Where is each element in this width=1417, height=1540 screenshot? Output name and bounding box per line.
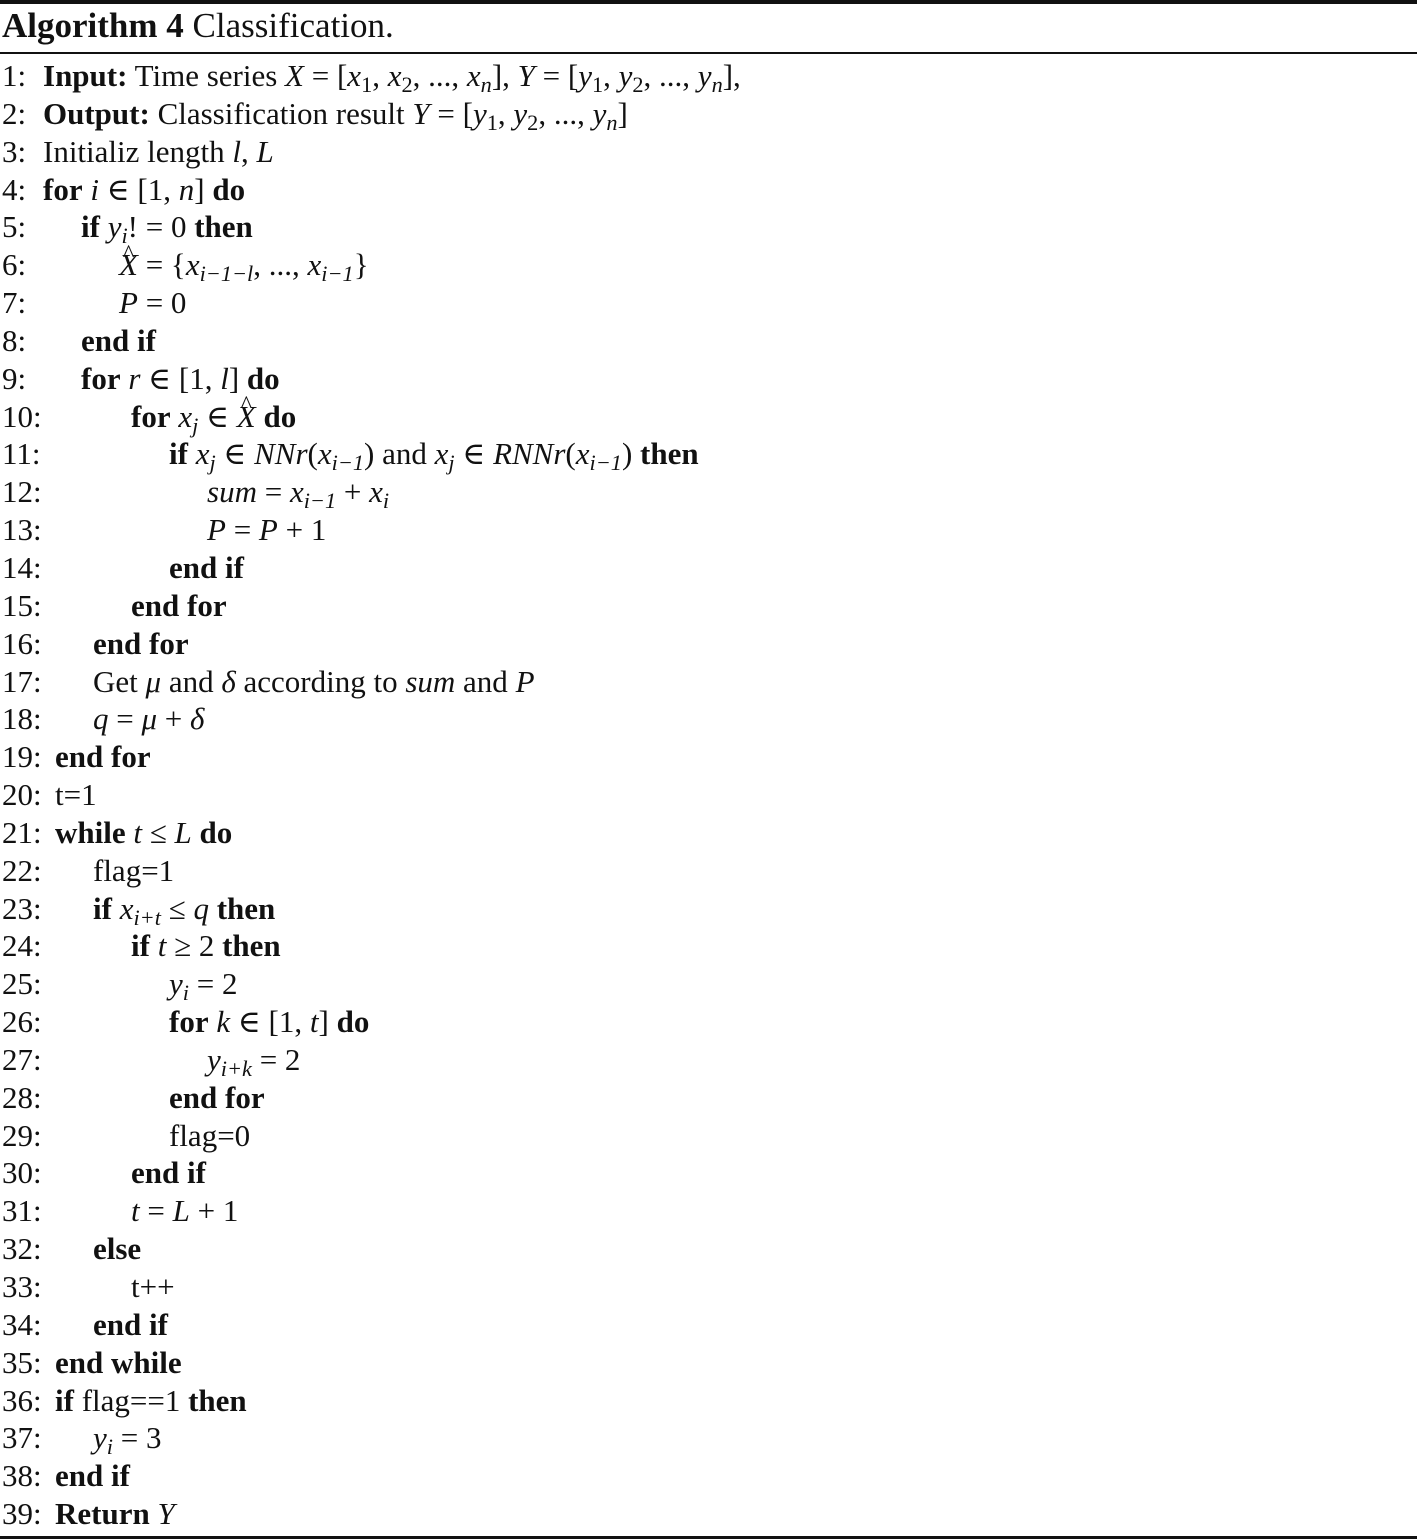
line-text: and xyxy=(455,663,516,699)
algorithm-line xyxy=(0,360,1417,398)
math-symbol-hat: ^ X xyxy=(237,398,256,436)
line-text: , xyxy=(241,133,257,169)
subscript: i+k xyxy=(220,1056,252,1082)
line-code xyxy=(131,927,281,965)
algorithm-line xyxy=(0,95,1417,136)
keyword: then xyxy=(222,928,281,964)
line-text: = xyxy=(108,701,142,737)
line-text: Get xyxy=(93,663,146,699)
math-symbol: y xyxy=(592,95,607,131)
line-code xyxy=(131,1268,175,1306)
algorithm-body xyxy=(0,57,1417,1533)
math-symbol: t xyxy=(131,1193,140,1229)
math-symbol: y xyxy=(618,58,633,93)
line-text xyxy=(192,815,200,850)
subscript: j xyxy=(192,412,199,438)
algorithm-line xyxy=(0,1306,1417,1344)
subscript: i−1 xyxy=(331,450,365,476)
algorithm-line xyxy=(0,1154,1417,1192)
line-text: and xyxy=(161,663,222,699)
line-code xyxy=(55,738,151,776)
line-number: 23: xyxy=(2,890,42,926)
line-code xyxy=(93,852,174,890)
line-text: ∈ [1, xyxy=(98,171,179,207)
line-number: 3: xyxy=(2,133,27,169)
line-number: 29: xyxy=(2,1117,42,1153)
line-number: 1: xyxy=(2,58,27,93)
math-symbol: μ xyxy=(141,701,158,737)
subscript: i xyxy=(121,223,128,249)
algorithm-line xyxy=(0,549,1417,587)
line-code xyxy=(81,208,253,249)
keyword: do xyxy=(212,171,246,207)
math-symbol: x xyxy=(178,398,193,434)
algorithm-line xyxy=(0,398,1417,436)
line-code xyxy=(55,1382,247,1420)
line-text: , ..., xyxy=(643,58,698,93)
math-symbol: x xyxy=(434,436,449,472)
line-text: ∈ xyxy=(215,436,255,472)
algorithm-line xyxy=(0,1192,1417,1230)
line-number: 13: xyxy=(2,512,42,548)
line-number: 28: xyxy=(2,1079,42,1115)
line-code xyxy=(93,1306,168,1344)
algorithm-line xyxy=(0,208,1417,249)
subscript: i−1 xyxy=(321,261,354,287)
math-symbol: P xyxy=(119,285,138,321)
line-code xyxy=(93,1419,162,1460)
line-number: 6: xyxy=(2,247,27,283)
line-text xyxy=(209,891,217,926)
line-number: 17: xyxy=(2,663,42,699)
line-code xyxy=(55,776,97,814)
line-text: = 2 xyxy=(251,1041,301,1077)
line-number: 35: xyxy=(2,1344,42,1380)
subscript: j xyxy=(448,450,455,476)
line-number: 34: xyxy=(2,1306,42,1342)
algorithm-line xyxy=(0,738,1417,776)
line-text: ≤ xyxy=(160,890,194,926)
algorithm-caption: Classification. xyxy=(192,6,394,45)
line-text: flag=0 xyxy=(169,1117,251,1153)
line-text: = [ xyxy=(534,58,579,93)
subscript: j xyxy=(209,450,216,476)
subscript: i−1−l xyxy=(199,261,254,287)
algorithm-line xyxy=(0,171,1417,209)
math-symbol: μ xyxy=(145,663,162,699)
subscript: 1 xyxy=(486,110,498,136)
line-number: 4: xyxy=(2,171,27,207)
math-symbol: sum xyxy=(405,663,456,699)
keyword: if xyxy=(169,436,188,472)
line-text: , ..., xyxy=(538,95,593,131)
keyword: end if xyxy=(81,322,156,358)
keyword: for xyxy=(169,1004,209,1040)
keyword: Input: xyxy=(43,58,128,93)
line-text: = 0 xyxy=(137,285,187,321)
keyword: Output: xyxy=(43,95,150,131)
line-text: ! = 0 xyxy=(127,209,195,245)
math-symbol: x xyxy=(369,474,383,510)
line-text: , ..., xyxy=(412,58,467,93)
line-text: t++ xyxy=(131,1269,175,1304)
keyword: if xyxy=(81,209,100,245)
line-text xyxy=(112,891,120,926)
line-number: 18: xyxy=(2,701,42,737)
keyword: end if xyxy=(93,1306,168,1342)
keyword: if xyxy=(131,928,150,964)
line-code xyxy=(169,1117,250,1155)
line-code xyxy=(169,965,238,1006)
line-code xyxy=(119,284,186,322)
keyword: do xyxy=(336,1004,370,1040)
line-text: ) xyxy=(621,436,641,472)
math-symbol: q xyxy=(193,890,209,926)
math-symbol: q xyxy=(93,701,109,737)
line-number: 31: xyxy=(2,1193,42,1229)
algorithm-line xyxy=(0,663,1417,701)
line-text: according to xyxy=(235,663,406,699)
line-code xyxy=(131,398,296,436)
math-symbol: Y xyxy=(412,95,430,131)
algorithm-line xyxy=(0,1419,1417,1460)
math-symbol: x xyxy=(387,58,402,93)
algorithm-line xyxy=(0,1457,1417,1495)
algorithm-line xyxy=(0,927,1417,965)
line-number: 33: xyxy=(2,1269,42,1304)
line-text: } xyxy=(353,247,369,283)
line-number: 24: xyxy=(2,928,42,964)
line-code xyxy=(81,322,156,360)
keyword: if xyxy=(93,890,112,926)
line-text: Classification result xyxy=(149,95,413,131)
line-text: ( xyxy=(565,436,576,472)
keyword: end for xyxy=(131,587,227,623)
math-symbol: NNr xyxy=(254,436,308,472)
line-code xyxy=(207,511,326,549)
algorithm-line xyxy=(0,965,1417,1006)
algorithm-line xyxy=(0,852,1417,890)
algorithm-line xyxy=(0,625,1417,663)
algorithm-line xyxy=(0,814,1417,852)
math-symbol: y xyxy=(107,209,122,245)
line-text: , xyxy=(603,58,619,93)
line-number: 2: xyxy=(2,95,27,131)
subscript: 2 xyxy=(401,72,413,98)
algorithm-line xyxy=(0,1079,1417,1117)
line-code xyxy=(55,814,232,852)
subscript: i xyxy=(382,488,390,514)
line-code xyxy=(43,57,741,98)
header-rule xyxy=(0,52,1417,54)
line-text: , ..., xyxy=(253,247,308,283)
keyword: while xyxy=(55,814,126,850)
line-number: 14: xyxy=(2,549,42,585)
line-number: 21: xyxy=(2,814,42,850)
subscript: 1 xyxy=(361,72,373,98)
subscript: i xyxy=(106,1434,113,1460)
math-symbol: y xyxy=(697,58,712,93)
algorithm-line xyxy=(0,473,1417,514)
algorithm-line xyxy=(0,700,1417,738)
line-text: ≤ xyxy=(142,814,175,850)
line-code xyxy=(55,1344,182,1382)
line-number: 37: xyxy=(2,1420,42,1456)
line-code xyxy=(169,1003,369,1041)
line-code xyxy=(43,171,245,209)
keyword: then xyxy=(216,890,276,926)
math-symbol: Y xyxy=(157,1496,175,1532)
algorithm-title xyxy=(2,2,394,50)
algorithm-label: Algorithm 4 xyxy=(2,6,184,45)
line-code xyxy=(93,890,275,928)
subscript: i−1 xyxy=(589,450,622,476)
keyword: for xyxy=(131,398,171,434)
math-symbol: x xyxy=(575,436,590,472)
keyword: end for xyxy=(55,739,151,775)
line-text xyxy=(100,209,108,244)
line-text: + 1 xyxy=(277,512,327,548)
line-code xyxy=(43,95,628,136)
subscript: n xyxy=(711,72,723,98)
line-text: ∈ xyxy=(454,436,494,472)
math-symbol: δ xyxy=(221,663,236,699)
line-text: flag=1 xyxy=(93,852,175,888)
line-text: = xyxy=(225,512,259,548)
line-text: = [ xyxy=(429,95,473,131)
line-text: = xyxy=(139,1193,173,1229)
line-code xyxy=(169,1079,265,1117)
keyword: then xyxy=(188,1382,247,1418)
line-text: ≥ 2 xyxy=(166,928,223,964)
line-text xyxy=(150,928,158,963)
line-text: ] xyxy=(318,1004,337,1040)
line-text: t=1 xyxy=(55,777,97,813)
line-number: 5: xyxy=(2,209,27,245)
math-symbol: y xyxy=(169,966,183,1002)
keyword: do xyxy=(246,360,280,396)
line-code xyxy=(131,1192,238,1230)
line-number: 11: xyxy=(2,436,41,472)
keyword: then xyxy=(194,209,253,245)
math-symbol: t xyxy=(133,814,142,850)
keyword: do xyxy=(199,814,233,850)
algorithm-line xyxy=(0,1117,1417,1155)
algorithm-line xyxy=(0,435,1417,476)
algorithm-line xyxy=(0,284,1417,322)
math-symbol: n xyxy=(178,171,195,207)
line-text: + xyxy=(336,474,370,510)
line-text: = { xyxy=(137,247,186,283)
line-number: 25: xyxy=(2,966,42,1002)
algorithm-line xyxy=(0,890,1417,928)
line-number: 20: xyxy=(2,777,42,813)
algorithm-line xyxy=(0,1230,1417,1268)
line-number: 7: xyxy=(2,285,27,321)
algorithm-line xyxy=(0,776,1417,814)
math-symbol: l xyxy=(220,360,229,396)
line-text: ], xyxy=(491,58,518,93)
math-symbol: y xyxy=(93,1420,107,1456)
subscript: n xyxy=(480,72,492,98)
line-text: ( xyxy=(307,436,318,472)
line-number: 36: xyxy=(2,1382,42,1418)
math-symbol: t xyxy=(157,928,167,964)
keyword: for xyxy=(81,360,121,396)
math-symbol: L xyxy=(174,814,192,850)
math-symbol: L xyxy=(256,133,274,169)
algorithm-line xyxy=(0,322,1417,360)
subscript: i−1 xyxy=(303,488,337,514)
line-number: 12: xyxy=(2,474,42,510)
math-symbol: sum xyxy=(207,474,257,510)
line-text: ], xyxy=(722,58,741,93)
line-code xyxy=(131,1154,206,1192)
algorithm-line xyxy=(0,587,1417,625)
subscript: i+t xyxy=(133,904,161,930)
math-symbol: i xyxy=(90,171,99,207)
math-symbol: y xyxy=(472,95,487,131)
line-number: 39: xyxy=(2,1496,42,1532)
keyword: end if xyxy=(131,1155,206,1191)
math-symbol: k xyxy=(216,1004,231,1040)
line-number: 19: xyxy=(2,739,42,775)
subscript: 2 xyxy=(632,72,644,98)
line-text: = 3 xyxy=(112,1420,162,1456)
line-number: 10: xyxy=(2,398,42,434)
math-symbol-hat: ^ X xyxy=(119,246,138,284)
math-symbol: x xyxy=(347,58,362,93)
line-number: 32: xyxy=(2,1231,42,1267)
math-symbol: Y xyxy=(517,58,535,93)
math-symbol: y xyxy=(513,95,528,131)
algorithm-line xyxy=(0,1003,1417,1041)
line-number: 38: xyxy=(2,1458,42,1494)
line-text: ∈ xyxy=(198,398,237,434)
keyword: end for xyxy=(169,1079,265,1115)
line-code xyxy=(55,1457,130,1495)
math-symbol: x xyxy=(119,890,134,926)
keyword: Return xyxy=(55,1496,150,1532)
math-symbol: P xyxy=(258,512,278,548)
algorithm-line xyxy=(0,133,1417,171)
line-text: ) and xyxy=(364,436,435,472)
math-symbol: y xyxy=(578,58,592,93)
keyword: if xyxy=(55,1382,74,1418)
algorithm-line xyxy=(0,246,1417,287)
line-text: ] xyxy=(194,171,213,207)
line-text: , xyxy=(372,58,388,93)
line-code xyxy=(93,1230,141,1268)
line-number: 8: xyxy=(2,322,27,358)
keyword: then xyxy=(640,436,699,472)
keyword: for xyxy=(43,171,83,207)
algorithm-line xyxy=(0,1268,1417,1306)
line-number: 9: xyxy=(2,360,27,396)
math-symbol: l xyxy=(232,133,242,169)
line-number: 30: xyxy=(2,1155,42,1191)
line-number: 26: xyxy=(2,1004,42,1040)
line-text: ] xyxy=(228,360,247,396)
line-text xyxy=(188,436,196,471)
math-symbol: y xyxy=(207,1041,221,1077)
line-code xyxy=(93,700,204,738)
keyword: end for xyxy=(93,625,189,661)
subscript: 2 xyxy=(527,110,539,136)
bottom-rule xyxy=(0,1536,1417,1539)
line-text: + xyxy=(157,701,191,737)
line-code xyxy=(43,133,274,171)
algorithm-line xyxy=(0,511,1417,549)
line-text: ∈ [1, xyxy=(230,1004,310,1040)
math-symbol: x xyxy=(307,247,322,283)
line-text: , xyxy=(497,95,514,131)
math-symbol: RNNr xyxy=(493,436,566,472)
keyword: end while xyxy=(55,1344,182,1380)
math-symbol: δ xyxy=(190,701,205,737)
line-number: 16: xyxy=(2,625,42,661)
math-symbol: r xyxy=(128,360,141,396)
line-code xyxy=(93,663,535,701)
math-symbol: P xyxy=(515,663,535,699)
keyword: do xyxy=(263,398,297,434)
line-text: = 2 xyxy=(188,966,238,1002)
line-code xyxy=(169,549,244,587)
line-code xyxy=(207,473,390,514)
math-symbol: t xyxy=(309,1004,319,1040)
line-text: = [ xyxy=(303,58,348,93)
math-symbol: x xyxy=(289,474,304,510)
line-number: 15: xyxy=(2,587,42,623)
algorithm-line xyxy=(0,1041,1417,1082)
math-symbol: L xyxy=(172,1193,190,1229)
line-text: = xyxy=(256,474,290,510)
math-symbol: P xyxy=(207,512,226,548)
math-symbol: x xyxy=(466,58,481,93)
line-code xyxy=(169,435,699,476)
keyword: end if xyxy=(169,549,244,585)
line-text: + 1 xyxy=(189,1193,239,1229)
line-code xyxy=(131,587,227,625)
math-symbol: x xyxy=(185,247,200,283)
subscript: 1 xyxy=(591,72,604,98)
line-code xyxy=(119,246,369,287)
keyword: else xyxy=(93,1231,142,1267)
line-text: Initializ length xyxy=(43,133,233,169)
keyword: end if xyxy=(55,1458,130,1494)
algorithm-line xyxy=(0,1344,1417,1382)
algorithm-line xyxy=(0,57,1417,98)
line-text: flag==1 xyxy=(73,1382,189,1418)
algorithm-line xyxy=(0,1495,1417,1533)
line-code xyxy=(207,1041,301,1082)
line-number: 22: xyxy=(2,852,42,888)
line-code xyxy=(93,625,189,663)
line-code xyxy=(55,1495,175,1533)
math-symbol: x xyxy=(317,436,332,472)
line-text: ] xyxy=(617,95,628,131)
algorithm-line xyxy=(0,1382,1417,1420)
line-number: 27: xyxy=(2,1041,42,1077)
line-text: Time series xyxy=(127,58,286,93)
subscript: n xyxy=(606,110,618,136)
math-symbol: x xyxy=(195,436,210,472)
math-symbol: X xyxy=(285,58,304,93)
subscript: i xyxy=(182,980,189,1006)
line-text: ∈ [1, xyxy=(140,360,221,396)
